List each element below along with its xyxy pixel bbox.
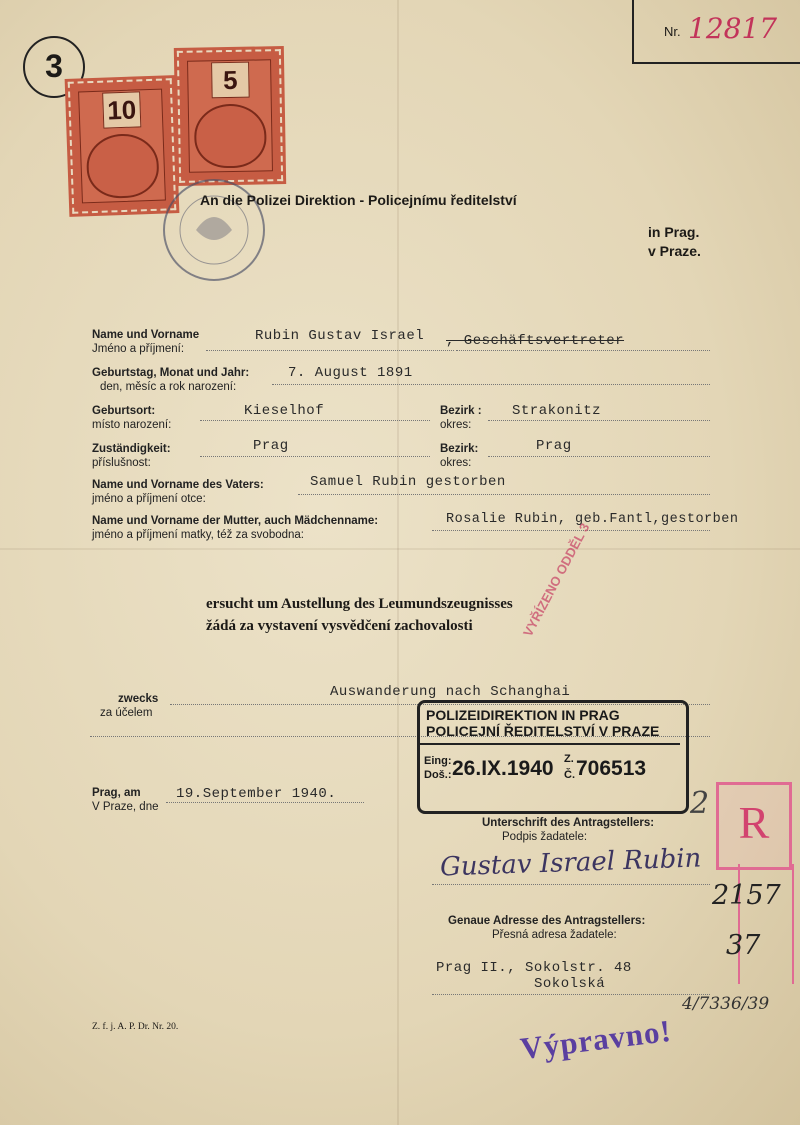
receipt-date: 26.IX.1940	[452, 757, 554, 780]
district1-value: Strakonitz	[512, 403, 602, 419]
margin-note-2: 2	[690, 786, 710, 821]
domicile-value: Prag	[253, 438, 289, 454]
father-value: Samuel Rubin gestorben	[310, 474, 506, 490]
fold-line-vertical	[397, 0, 399, 1125]
purpose-value: Auswanderung nach Schanghai	[330, 684, 571, 700]
birthplace-value: Kieselhof	[244, 403, 325, 419]
applicant-address-line2: Sokolská	[534, 976, 606, 992]
dob-label: Geburtstag, Monat und Jahr: den, měsíc a rok narození:	[92, 367, 250, 393]
stamp-value-5: 5	[211, 62, 250, 99]
nr-value: 12817	[688, 12, 778, 45]
domicile-label: Zuständigkeit: příslušnost:	[92, 443, 171, 469]
diagonal-stamp: VYŘÍZENO ODDĚL 3	[520, 520, 593, 640]
applicant-address-line1: Prag II., Sokolstr. 48	[436, 960, 632, 976]
mother-value: Rosalie Rubin, geb.Fantl,gestorben	[446, 512, 739, 527]
occupation-value: , Geschäftsvertreter	[446, 333, 625, 349]
date-value: 19.September 1940.	[176, 786, 337, 802]
name-label: Name und Vorname Jméno a příjmení:	[92, 329, 200, 355]
district1-label: Bezirk : okres:	[440, 405, 482, 431]
purpose-label: zwecks za účelem	[100, 693, 159, 719]
request-line-de: ersucht um Austellung des Leumundszeugnisses	[206, 596, 513, 612]
fold-line-horizontal	[0, 548, 800, 550]
request-line-cz: žádá za vystavení vysvědčení zachovalosti	[206, 618, 473, 634]
page-number-circle: 3	[23, 36, 85, 98]
receipt-stamp: POLIZEIDIREKTION IN PRAG POLICEJNÍ ŘEDITELSTVÍ V PRAZE Eing: Doš.: 26.IX.1940 Z. Č. 706513	[417, 700, 689, 814]
margin-note-2157: 2157	[712, 880, 781, 911]
margin-note-37: 37	[726, 930, 761, 961]
lion-crest-icon	[194, 103, 267, 168]
birthplace-label: Geburtsort: místo narození:	[92, 405, 172, 431]
mother-label: Name und Vorname der Mutter, auch Mädchenname: jméno a příjmení matky, též za svobodna:	[92, 515, 379, 541]
revenue-stamp-5	[177, 49, 283, 183]
nr-label: Nr.	[664, 24, 681, 39]
place-date-label: Prag, am V Praze, dne	[92, 787, 159, 813]
vypravno-stamp: Výpravno!	[518, 1012, 674, 1067]
applicant-address-label: Genaue Adresse des Antragstellers: Přesná adresa žadatele:	[448, 915, 646, 941]
name-value: Rubin Gustav Israel	[255, 328, 425, 344]
signature-label: Unterschrift des Antragstellers: Podpis žadatele:	[482, 817, 655, 843]
dob-value: 7. August 1891	[288, 365, 413, 381]
district2-value: Prag	[536, 438, 572, 454]
city-cz: v Praze.	[648, 243, 701, 259]
city-de: in Prag.	[648, 224, 700, 240]
district2-label: Bezirk: okres:	[440, 443, 479, 469]
father-label: Name und Vorname des Vaters: jméno a příjmení otce:	[92, 479, 264, 505]
margin-note-ref: 4/7336/39	[682, 994, 770, 1014]
receipt-number: 706513	[576, 757, 647, 780]
signature-value: Gustav Israel Rubin	[439, 843, 702, 883]
form-code: Z. f. j. A. P. Dr. Nr. 20.	[92, 1022, 179, 1032]
stamp-value-10: 10	[102, 91, 141, 128]
number-box	[632, 0, 800, 64]
r-registered-stamp: R	[716, 782, 792, 870]
addressee-line: An die Polizei Direktion - Policejnímu ředitelství	[200, 192, 517, 208]
